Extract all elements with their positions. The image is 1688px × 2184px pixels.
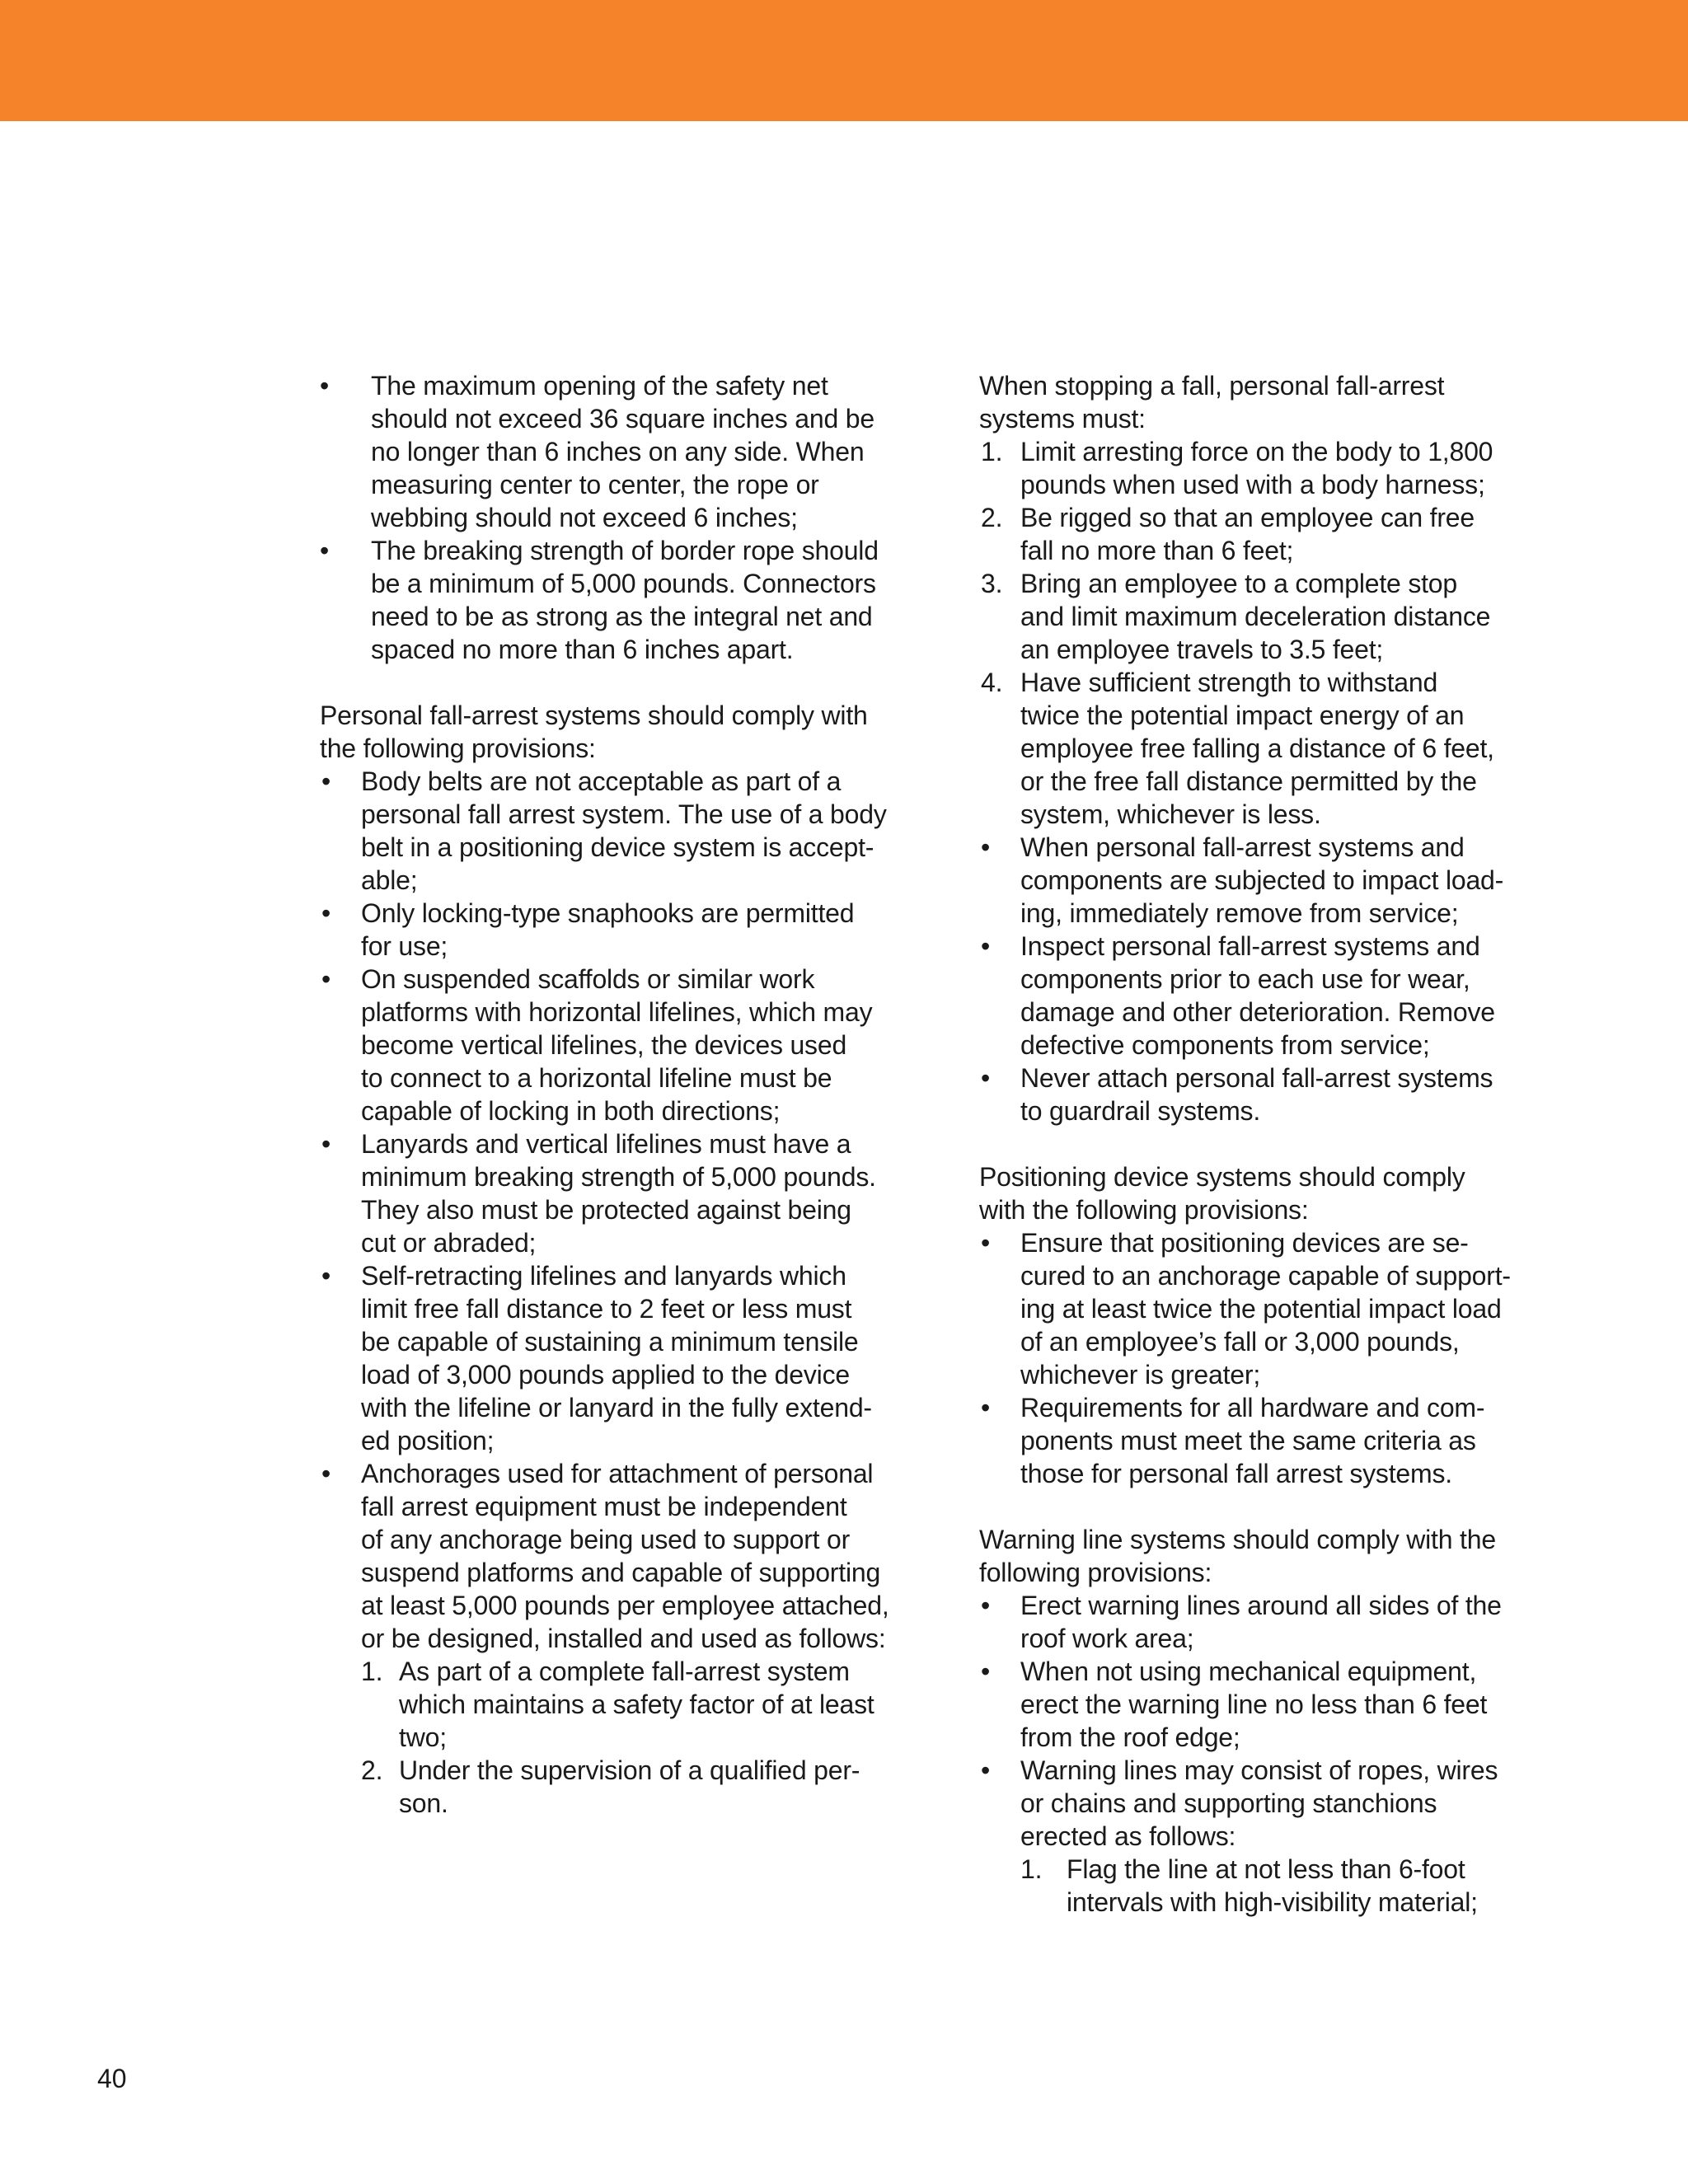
bullet-marker: • xyxy=(981,1393,991,1422)
page-number: 40 xyxy=(97,2064,127,2093)
list-item-text-line: an employee travels to 3.5 feet; xyxy=(1020,635,1384,664)
bullet-marker: • xyxy=(981,1657,991,1686)
list-item xyxy=(979,1226,1556,1391)
list-item-text-line: Anchorages used for attachment of personal xyxy=(361,1459,874,1488)
list-item-text-line: no longer than 6 inches on any side. When xyxy=(371,437,865,466)
list-item xyxy=(979,501,1556,567)
list-item-text-line: Only locking-type snaphooks are permitted xyxy=(361,898,855,928)
bullet-marker: • xyxy=(981,1755,991,1785)
list-item-text-line: Self-retracting lifelines and lanyards which xyxy=(361,1261,846,1291)
text-line: the following provisions: xyxy=(320,733,596,763)
left-column xyxy=(320,369,921,1820)
list-item-text-line: from the roof edge; xyxy=(1020,1722,1240,1752)
list-number: 2. xyxy=(361,1755,383,1785)
paragraph-spacer xyxy=(979,1127,1556,1160)
list-item-text-line: Under the supervision of a qualified per- xyxy=(399,1755,860,1785)
list-item-text-line: Be rigged so that an employee can free xyxy=(1020,503,1475,532)
list-item-text-line: components prior to each use for wear, xyxy=(1020,964,1470,994)
bullet-marker: • xyxy=(321,964,331,994)
list-number: 3. xyxy=(981,569,1003,598)
list-item-text-line: Body belts are not acceptable as part of a xyxy=(361,766,842,796)
list-item xyxy=(979,567,1556,666)
list-item-text-line: intervals with high-visibility material; xyxy=(1067,1887,1478,1917)
text-line: When stopping a fall, personal fall-arrest xyxy=(979,371,1445,401)
list-item-text-line: able; xyxy=(361,865,418,895)
list-number: 2. xyxy=(981,503,1003,532)
list-item xyxy=(320,1754,921,1820)
list-item-text-line: cured to an anchorage capable of support- xyxy=(1020,1261,1511,1291)
paragraph-spacer xyxy=(320,666,921,699)
intro-paragraph xyxy=(979,1160,1556,1226)
list-item-text-line: at least 5,000 pounds per employee attached, xyxy=(361,1591,889,1620)
text-line: systems must: xyxy=(979,404,1146,434)
list-item-text-line: with the lifeline or lanyard in the fully extend- xyxy=(361,1393,872,1422)
list-item-text-line: capable of locking in both directions; xyxy=(361,1096,781,1126)
list-item-text-line: limit free fall distance to 2 feet or less must xyxy=(361,1294,852,1324)
list-item-text-line: erected as follows: xyxy=(1020,1821,1236,1851)
list-item-text-line: belt in a positioning device system is accept- xyxy=(361,832,874,862)
bullet-marker: • xyxy=(321,1129,331,1159)
list-item-text-line: damage and other deterioration. Remove xyxy=(1020,997,1495,1027)
bullet-marker: • xyxy=(981,931,991,961)
list-item-text-line: Lanyards and vertical lifelines must have a xyxy=(361,1129,851,1159)
list-item xyxy=(320,963,921,1127)
text-line: following provisions: xyxy=(979,1558,1212,1587)
list-item-text-line: erect the warning line no less than 6 feet xyxy=(1020,1690,1488,1719)
list-item-text-line: system, whichever is less. xyxy=(1020,799,1321,829)
list-item-text-line: ing at least twice the potential impact load xyxy=(1020,1294,1502,1324)
list-item-text-line: or chains and supporting stanchions xyxy=(1020,1788,1437,1818)
bullet-marker: • xyxy=(321,1261,331,1291)
list-item-text-line: cut or abraded; xyxy=(361,1228,537,1258)
list-item-text-line: Ensure that positioning devices are se- xyxy=(1020,1228,1469,1258)
list-item xyxy=(979,831,1556,930)
list-item-text-line: two; xyxy=(399,1722,447,1752)
list-item-text-line: Flag the line at not less than 6-foot xyxy=(1067,1854,1465,1884)
list-item xyxy=(979,435,1556,501)
list-number: 1. xyxy=(361,1657,383,1686)
list-item-text-line: ing, immediately remove from service; xyxy=(1020,898,1459,928)
text-line: Warning line systems should comply with the xyxy=(979,1525,1496,1554)
list-item-text-line: Limit arresting force on the body to 1,800 xyxy=(1020,437,1493,466)
list-item-text-line: spaced no more than 6 inches apart. xyxy=(371,635,794,664)
list-item-text-line: roof work area; xyxy=(1020,1624,1194,1653)
list-item xyxy=(979,1589,1556,1655)
list-item-text-line: should not exceed 36 square inches and be xyxy=(371,404,874,434)
list-item-text-line: The maximum opening of the safety net xyxy=(371,371,828,401)
text-line: Positioning device systems should comply xyxy=(979,1162,1465,1192)
intro-paragraph xyxy=(979,369,1556,435)
list-item-text-line: Bring an employee to a complete stop xyxy=(1020,569,1458,598)
list-item xyxy=(979,1062,1556,1127)
list-item-text-line: Requirements for all hardware and com- xyxy=(1020,1393,1485,1422)
list-item-text-line: and limit maximum deceleration distance xyxy=(1020,602,1491,631)
list-item-text-line: twice the potential impact energy of an xyxy=(1020,701,1465,730)
bullet-marker: • xyxy=(981,1228,991,1258)
list-item-text-line: Warning lines may consist of ropes, wires xyxy=(1020,1755,1498,1785)
list-item-text-line: fall no more than 6 feet; xyxy=(1020,536,1294,565)
list-item-text-line: Erect warning lines around all sides of the xyxy=(1020,1591,1502,1620)
list-number: 4. xyxy=(981,668,1003,697)
list-item-text-line: or be designed, installed and used as follows: xyxy=(361,1624,886,1653)
list-item xyxy=(979,930,1556,1062)
list-item-text-line: Never attach personal fall-arrest systems xyxy=(1020,1063,1493,1093)
list-item-text-line: components are subjected to impact load- xyxy=(1020,865,1504,895)
list-item xyxy=(320,765,921,897)
bullet-marker: • xyxy=(321,766,331,796)
text-line: Personal fall-arrest systems should comply with xyxy=(320,701,868,730)
list-item-text-line: of any anchorage being used to support or xyxy=(361,1525,851,1554)
list-item-text-line: suspend platforms and capable of supporting xyxy=(361,1558,881,1587)
list-item-text-line: which maintains a safety factor of at least xyxy=(399,1690,874,1719)
list-item-text-line: fall arrest equipment must be independent xyxy=(361,1492,847,1521)
list-item-text-line: On suspended scaffolds or similar work xyxy=(361,964,815,994)
list-item xyxy=(320,534,921,666)
bullet-marker: • xyxy=(981,832,991,862)
bullet-marker: • xyxy=(981,1063,991,1093)
list-item-text-line: Inspect personal fall-arrest systems and xyxy=(1020,931,1480,961)
list-item-text-line: those for personal fall arrest systems. xyxy=(1020,1459,1452,1488)
bullet-marker: • xyxy=(320,371,330,401)
list-item-text-line: ponents must meet the same criteria as xyxy=(1020,1426,1476,1455)
bullet-marker: • xyxy=(981,1591,991,1620)
list-item-text-line: son. xyxy=(399,1788,448,1818)
list-item-text-line: or the free fall distance permitted by the xyxy=(1020,766,1477,796)
list-item xyxy=(320,1127,921,1259)
list-item-text-line: become vertical lifelines, the devices used xyxy=(361,1030,847,1060)
list-item xyxy=(320,1259,921,1457)
list-item-text-line: personal fall arrest system. The use of a body xyxy=(361,799,887,829)
list-item-text-line: for use; xyxy=(361,931,448,961)
list-item-text-line: load of 3,000 pounds applied to the device xyxy=(361,1360,850,1390)
list-item-text-line: to connect to a horizontal lifeline must be xyxy=(361,1063,832,1093)
text-line: with the following provisions: xyxy=(979,1195,1309,1225)
right-column xyxy=(979,369,1556,1919)
bullet-marker: • xyxy=(321,898,331,928)
list-number: 1. xyxy=(981,437,1003,466)
list-number: 1. xyxy=(1020,1854,1043,1884)
list-item xyxy=(320,897,921,963)
list-item-text-line: When personal fall-arrest systems and xyxy=(1020,832,1465,862)
orange-header-band xyxy=(0,0,1688,121)
list-item-text-line: pounds when used with a body harness; xyxy=(1020,470,1485,499)
list-item-text-line: The breaking strength of border rope should xyxy=(371,536,879,565)
list-item-text-line: platforms with horizontal lifelines, which may xyxy=(361,997,873,1027)
list-item-text-line: whichever is greater; xyxy=(1020,1360,1261,1390)
bullet-marker: • xyxy=(321,1459,331,1488)
list-item xyxy=(979,1853,1556,1919)
list-item-text-line: be a minimum of 5,000 pounds. Connectors xyxy=(371,569,876,598)
list-item-text-line: measuring center to center, the rope or xyxy=(371,470,819,499)
list-item xyxy=(979,1391,1556,1490)
list-item-text-line: Have sufficient strength to withstand xyxy=(1020,668,1438,697)
list-item xyxy=(979,666,1556,831)
intro-paragraph xyxy=(320,699,921,765)
list-item-text-line: ed position; xyxy=(361,1426,495,1455)
intro-paragraph xyxy=(979,1523,1556,1589)
list-item-text-line: minimum breaking strength of 5,000 pounds. xyxy=(361,1162,876,1192)
list-item xyxy=(979,1655,1556,1754)
list-item xyxy=(320,1457,921,1655)
paragraph-spacer xyxy=(979,1490,1556,1523)
list-item xyxy=(979,1754,1556,1853)
list-item-text-line: employee free falling a distance of 6 feet, xyxy=(1020,733,1494,763)
list-item xyxy=(320,369,921,534)
list-item-text-line: be capable of sustaining a minimum tensile xyxy=(361,1327,859,1357)
list-item-text-line: to guardrail systems. xyxy=(1020,1096,1261,1126)
list-item-text-line: of an employee’s fall or 3,000 pounds, xyxy=(1020,1327,1460,1357)
bullet-marker: • xyxy=(320,536,330,565)
list-item-text-line: webbing should not exceed 6 inches; xyxy=(371,503,798,532)
list-item xyxy=(320,1655,921,1754)
list-item-text-line: They also must be protected against being xyxy=(361,1195,851,1225)
list-item-text-line: defective components from service; xyxy=(1020,1030,1430,1060)
list-item-text-line: When not using mechanical equipment, xyxy=(1020,1657,1477,1686)
list-item-text-line: As part of a complete fall-arrest system xyxy=(399,1657,850,1686)
list-item-text-line: need to be as strong as the integral net and xyxy=(371,602,873,631)
